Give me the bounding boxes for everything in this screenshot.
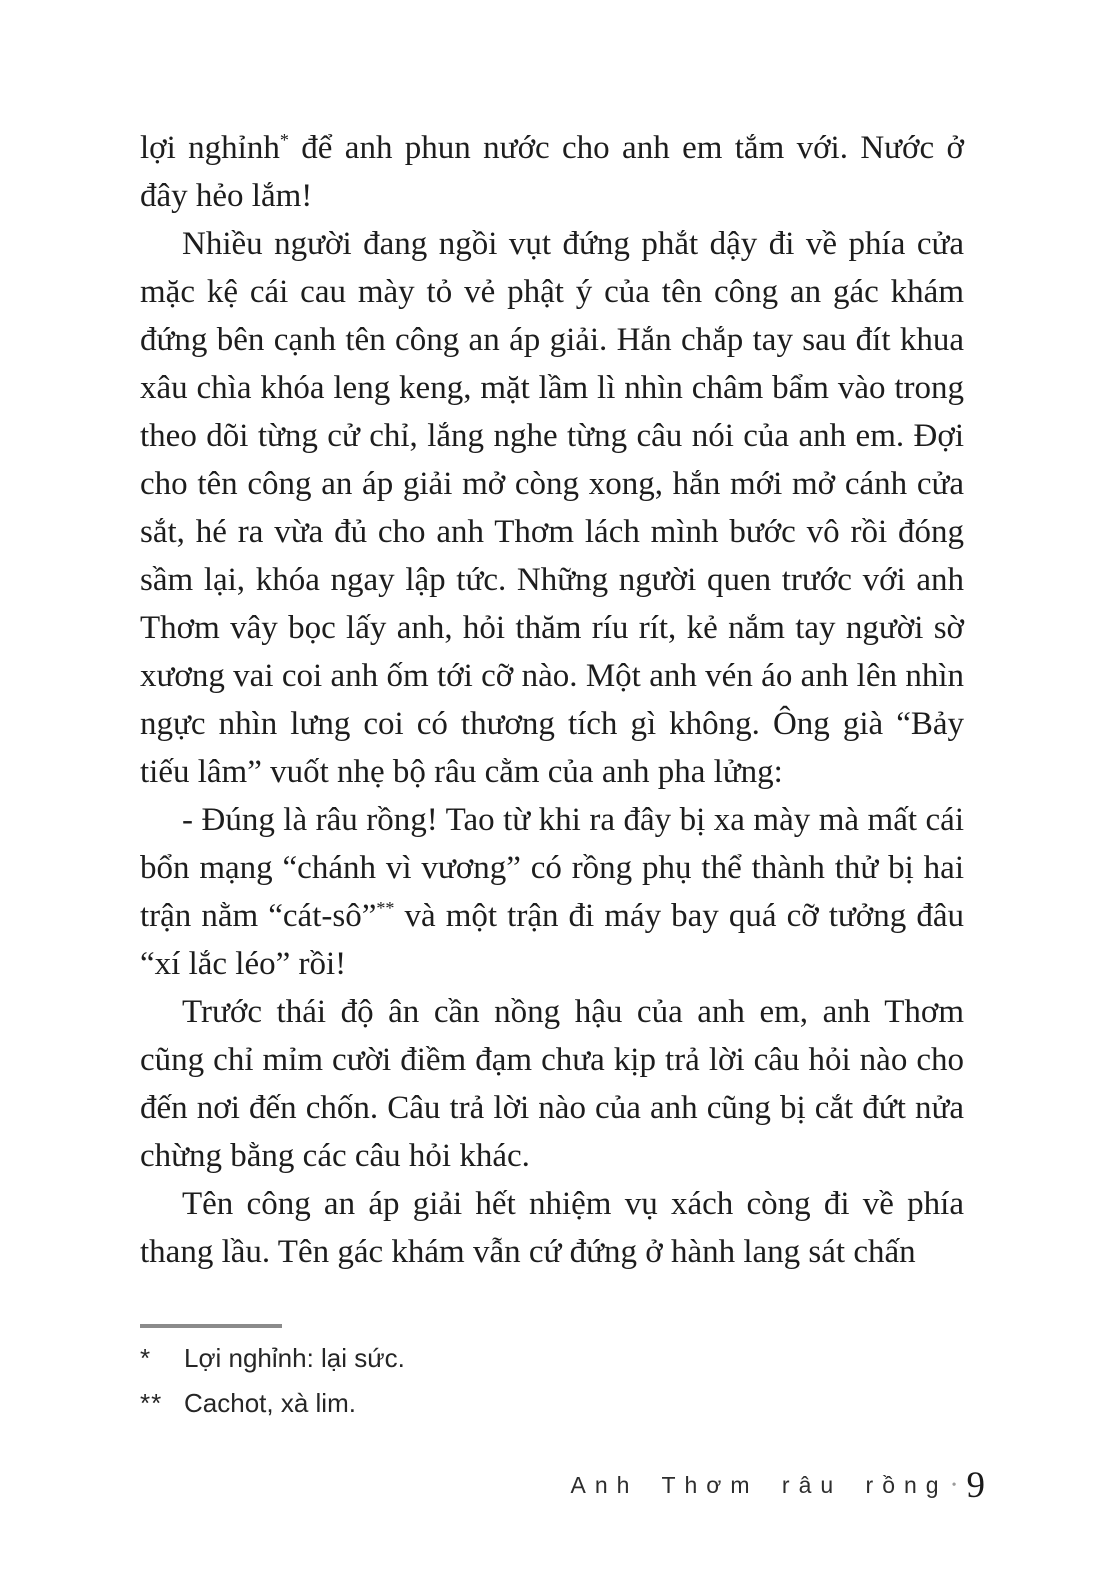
body-paragraph xyxy=(140,124,964,220)
paragraph-text: Nhiều người đang ngồi vụt đứng phắt dậy đi về phía cửa mặc kệ cái cau mày tỏ vẻ phật ý của tên công an gác khám đứng bên cạnh tên công an áp giải. Hắn chắp tay sau đít khua xâu chìa khóa leng keng, mặt lầm lì nhìn châm bẩm vào trong theo dõi từng cử chỉ, lắng nghe từng câu nói của anh em. Đợi cho tên công an áp giải mở còng xong, hắn mới mở cánh cửa sắt, hé ra vừa đủ cho anh Thơm lách mình bước vô rồi đóng sầm lại, khóa ngay lập tức. Những người quen trước với anh Thơm vây bọc lấy anh, hỏi thăm ríu rít, kẻ nắm tay người sờ xương vai coi anh ốm tới cỡ nào. Một anh vén áo anh lên nhìn ngực nhìn lưng coi có thương tích gì không. Ông già “Bảy tiếu lâm” vuốt nhẹ bộ râu cằm của anh pha lửng: xyxy=(140,226,964,790)
body-paragraph xyxy=(140,220,964,796)
page-number: 9 xyxy=(966,1465,985,1506)
footnote-marker: * xyxy=(140,1343,152,1373)
body-paragraph xyxy=(140,796,964,988)
footnotes-list xyxy=(140,1336,964,1426)
paragraph-text: Trước thái độ ân cần nồng hậu của anh em, anh Thơm cũng chỉ mỉm cười điềm đạm chưa kịp trả lời câu hỏi nào cho đến nơi đến chốn. Câu trả lời nào của anh cũng bị cắt đứt nửa chừng bằng các câu hỏi khác. xyxy=(140,994,964,1174)
footnote-marker-ref: * xyxy=(279,130,289,150)
page-footer xyxy=(571,1464,985,1507)
body-paragraph xyxy=(140,1180,964,1276)
running-title: Anh Thơm râu rồng xyxy=(570,1472,948,1498)
paragraph-text: lợi nghỉnh xyxy=(140,130,280,166)
footer-separator-dot: • xyxy=(951,1477,957,1493)
footnotes-section xyxy=(140,1324,964,1426)
footnote-item xyxy=(140,1381,964,1426)
paragraph-text: Tên công an áp giải hết nhiệm vụ xách còng đi về phía thang lầu. Tên gác khám vẫn cứ đứng ở hành lang sát chấn xyxy=(140,1186,964,1270)
footnote-separator-rule xyxy=(140,1324,282,1328)
page-body xyxy=(140,124,964,1276)
footnote-marker-ref: ** xyxy=(376,898,395,918)
footnote-text: Lợi nghỉnh: lại sức. xyxy=(184,1343,405,1373)
body-paragraph xyxy=(140,988,964,1180)
paragraph-text: để anh phun nước cho anh em tắm với. Nước ở đây hẻo lắm! xyxy=(140,130,964,214)
footnote-text: Cachot, xà lim. xyxy=(184,1388,356,1418)
paragraph-text: và một trận đi máy bay quá cỡ tưởng đâu “xí lắc léo” rồi! xyxy=(140,898,964,982)
footnote-item xyxy=(140,1336,964,1381)
footnote-marker: ** xyxy=(140,1388,163,1418)
paragraph-text: - Đúng là râu rồng! Tao từ khi ra đây bị xa mày mà mất cái bổn mạng “chánh vì vương” có rồng phụ thể thành thử bị hai trận nằm “cát-sô” xyxy=(140,802,964,934)
